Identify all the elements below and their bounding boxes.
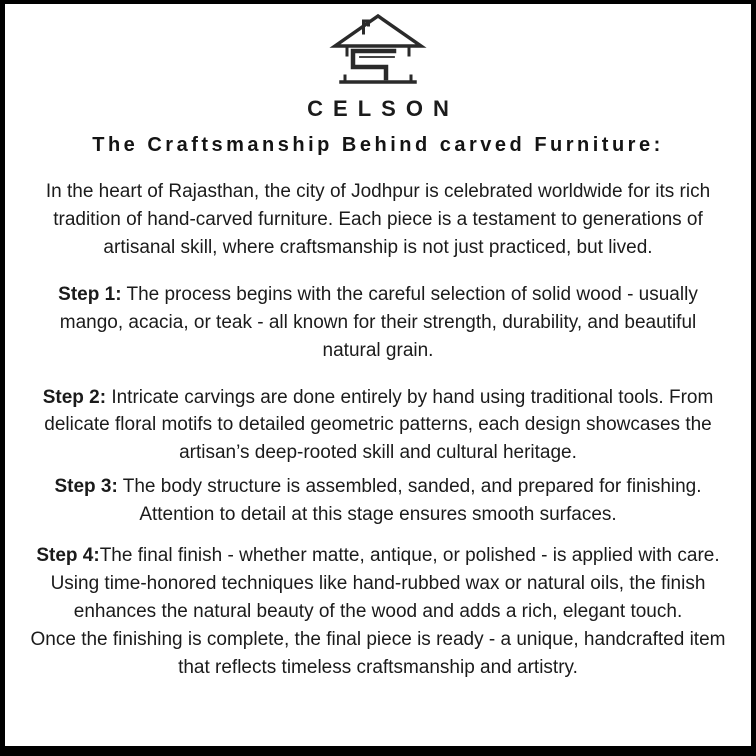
step-2-text: Intricate carvings are done entirely by hand using traditional tools. From delicate floral motifs to detailed geometric patterns, each design showcases the artisan’s deep-rooted skill and cultural heritage. bbox=[44, 386, 714, 464]
step-3-paragraph bbox=[29, 473, 727, 529]
step-1-label: Step 1: bbox=[58, 283, 122, 305]
step-1-paragraph bbox=[29, 281, 727, 365]
step-4-paragraph bbox=[29, 542, 727, 626]
step-2-label: Step 2: bbox=[42, 386, 107, 408]
house-monogram-icon bbox=[322, 12, 434, 90]
step-1-text: The process begins with the careful selection of solid wood - usually mango, acacia, or teak - all known for their strength, durability, and beautiful natural grain. bbox=[59, 283, 698, 361]
roof-icon bbox=[335, 16, 421, 46]
brand-name: CELSON bbox=[307, 96, 459, 121]
step-4-label: Step 4: bbox=[36, 545, 100, 567]
step-3-label: Step 3: bbox=[54, 476, 118, 498]
monogram-s bbox=[353, 51, 394, 78]
intro-paragraph: In the heart of Rajasthan, the city of Jodhpur is celebrated worldwide for its rich tradition of hand-carved furniture. Each piece is a testament to generations of artisanal skill, where craftsmanship is not just practiced, but lived. bbox=[45, 181, 711, 258]
step-3-text: The body structure is assembled, sanded, and prepared for finishing. Attention to detail at this stage ensures smooth surfaces. bbox=[117, 476, 702, 526]
step-2-paragraph bbox=[29, 384, 727, 468]
page-title: The Craftsmanship Behind carved Furniture: bbox=[92, 134, 664, 156]
closing-paragraph: Once the finishing is complete, the final piece is ready - a unique, handcrafted item that reflects timeless craftsmanship and artistry. bbox=[30, 628, 726, 678]
celson-logo bbox=[322, 12, 434, 90]
step-4-text: The final finish - whether matte, antique, or polished - is applied with care. Using time-honored techniques like hand-rubbed wax or natural oils, the finish enhances the natural beauty of the wood and adds a rich, elegant touch. bbox=[50, 545, 720, 622]
